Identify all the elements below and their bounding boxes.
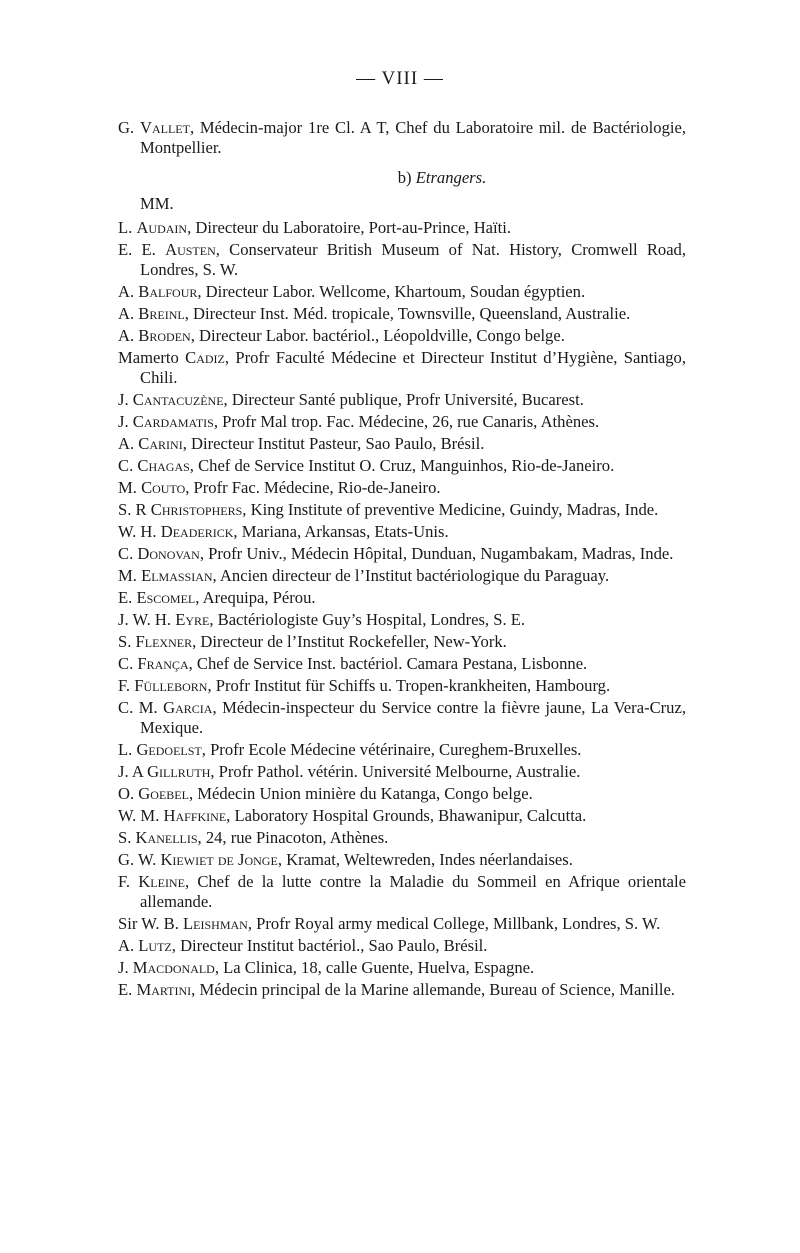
entry-name: Kiewiet de Jonge [160,850,278,869]
entry-initials: J. [118,390,129,409]
list-entry [118,784,686,804]
entry-initials: G. [118,118,135,137]
entry-initials: C. M. [118,698,158,717]
entry-initials: W. H. [118,522,157,541]
list-entry [118,828,686,848]
entry-initials: J. [118,412,129,431]
entry-details: , Directeur du Laboratoire, Port-au-Prince, Haïti. [187,218,512,237]
list-entry [118,740,686,760]
entry-initials: W. M. [118,806,160,825]
list-entry [118,478,686,498]
entry-name: Gedoelst [136,740,202,759]
entry-details: , Médecin-major 1re Cl. A T, Chef du Laboratoire mil. de Bactériologie, Montpellier. [140,118,687,157]
list-entry [118,412,686,432]
entry-name: Kanellis [135,828,198,847]
entry-name: Leishman [183,914,248,933]
entry-name: Carini [138,434,183,453]
entry-details: , Ancien directeur de l’Institut bactériologique du Paraguay. [212,566,610,585]
list-entry [118,632,686,652]
entry-name: Flexner [135,632,193,651]
list-entry [118,958,686,978]
entry-details: , Chef de Service Inst. bactériol. Camara Pestana, Lisbonne. [188,654,588,673]
entry-initials: G. W. [118,850,157,869]
entry-name: Breinl [138,304,185,323]
entry-name: Goebel [138,784,189,803]
list-entry [118,282,686,302]
entry-initials: Mamerto [118,348,179,367]
entry-name: Audain [136,218,188,237]
entry-name: Kleine [138,872,185,891]
list-entry [118,240,686,280]
entry-name: Balfour [138,282,198,301]
list-entry [118,850,686,870]
list-entry [118,654,686,674]
entry-name: Garcia [163,698,213,717]
entry-details: , Profr Institut für Schiffs u. Tropen-krankheiten, Hambourg. [207,676,611,695]
entry-details: , Arequipa, Pérou. [195,588,316,607]
list-entry [118,566,686,586]
entry-initials: S. [118,632,132,651]
section-marker: b) [397,168,412,187]
entry-name: Eyre [175,610,210,629]
entry-name: Cardamatis [132,412,214,431]
entries-list [118,218,686,1000]
list-entry [118,218,686,238]
entry-initials: A. [118,326,135,345]
entry-initials: C. [118,456,134,475]
entry-details: , Profr Fac. Médecine, Rio-de-Janeiro. [185,478,441,497]
entry-name: Lutz [138,936,172,955]
entry-details: , Kramat, Weltewreden, Indes néerlandaises. [277,850,573,869]
entry-details: , Directeur de l’Institut Rockefeller, New-York. [192,632,507,651]
entry-details: , King Institute of preventive Medicine, Guindy, Madras, Inde. [242,500,659,519]
member-list [118,118,686,1000]
section-heading [118,168,686,188]
entry-initials: F. [118,872,131,891]
entry-name: Elmassian [141,566,213,585]
entry-details: , La Clinica, 18, calle Guente, Huelva, Espagne. [214,958,535,977]
entry-initials: J. W. H. [118,610,172,629]
list-entry [118,456,686,476]
entry-name: Austen [165,240,216,259]
entry-initials: C. [118,544,134,563]
entry-initials: E. E. [118,240,156,259]
entry-details: , Médecin Union minière du Katanga, Congo belge. [188,784,533,803]
entry-initials: Sir W. B. [118,914,179,933]
entry-name: Christophers [150,500,243,519]
section-title: Etrangers. [415,168,487,187]
entry-details: , Médecin-inspecteur du Service contre la fièvre jaune, La Vera-Cruz, Mexique. [140,698,686,737]
entry-initials: L. [118,218,133,237]
entry-details: , 24, rue Pinacoton, Athènes. [197,828,389,847]
entry-name: Broden [138,326,191,345]
list-entry [118,500,686,520]
page-number: — VIII — [356,68,444,89]
entry-details: , Directeur Santé publique, Profr Université, Bucarest. [223,390,584,409]
entry-details: , Profr Royal army medical College, Millbank, Londres, S. W. [247,914,661,933]
entry-initials: E. [118,588,133,607]
list-entry [118,522,686,542]
entry-initials: A. [118,434,135,453]
entry-name: Escomel [136,588,196,607]
entry-details: , Mariana, Arkansas, Etats-Unis. [233,522,449,541]
entry-name: Cantacuzène [132,390,224,409]
entry-details: , Directeur Labor. bactériol., Léopoldville, Congo belge. [190,326,565,345]
entry-initials: O. [118,784,135,803]
entry-details: , Profr Pathol. vétérin. Université Melbourne, Australie. [210,762,581,781]
entry-details: , Laboratory Hospital Grounds, Bhawanipur, Calcutta. [226,806,587,825]
list-entry [118,544,686,564]
entry-details: , Conservateur British Museum of Nat. History, Cromwell Road, Londres, S. W. [140,240,686,279]
entry-initials: J. [118,958,129,977]
list-entry [118,806,686,826]
entry-name: Couto [141,478,186,497]
entry-initials: E. [118,980,133,999]
list-entry [118,118,686,158]
entry-initials: L. [118,740,133,759]
entry-name: Martini [136,980,192,999]
entry-name: Cadiz [185,348,225,367]
salutation: MM. [140,194,174,213]
list-entry [118,610,686,630]
entry-details: , Bactériologiste Guy’s Hospital, Londres, S. E. [209,610,526,629]
entry-initials: A. [118,304,135,323]
entry-details: , Profr Faculté Médecine et Directeur Institut d’Hygiène, Santiago, Chili. [140,348,686,387]
entry-initials: M. [118,478,137,497]
entry-details: , Directeur Institut Pasteur, Sao Paulo, Brésil. [182,434,485,453]
entry-details: , Directeur Inst. Méd. tropicale, Townsville, Queensland, Australie. [184,304,631,323]
entry-name: França [137,654,189,673]
entry-initials: A. [118,936,135,955]
list-entry [118,588,686,608]
list-entry [118,326,686,346]
entry-details: , Chef de la lutte contre la Maladie du Sommeil en Afrique orientale allemande. [140,872,686,911]
list-entry [118,936,686,956]
entry-name: Fülleborn [134,676,208,695]
list-entry [118,698,686,738]
entry-details: , Médecin principal de la Marine allemande, Bureau of Science, Manille. [191,980,675,999]
list-entry [118,390,686,410]
entry-name: Donovan [137,544,200,563]
entry-name: Haffkine [163,806,227,825]
entry-name: Macdonald [132,958,215,977]
entry-initials: S. R [118,500,147,519]
entry-name: Chagas [137,456,190,475]
list-entry [118,872,686,912]
entry-details: , Chef de Service Institut O. Cruz, Manguinhos, Rio-de-Janeiro. [189,456,615,475]
entry-name: Deaderick [160,522,234,541]
entry-details: , Directeur Labor. Wellcome, Khartoum, Soudan égyptien. [197,282,586,301]
list-entry [118,762,686,782]
entry-details: , Profr Ecole Médecine vétérinaire, Cureghem-Bruxelles. [201,740,582,759]
list-entry [118,348,686,388]
list-entry [118,914,686,934]
list-entry [118,676,686,696]
entry-initials: M. [118,566,137,585]
list-entry [118,980,686,1000]
list-entry [118,304,686,324]
entry-details: , Profr Mal trop. Fac. Médecine, 26, rue Canaris, Athènes. [213,412,600,431]
entry-details: , Directeur Institut bactériol., Sao Paulo, Brésil. [171,936,488,955]
entry-initials: J. A [118,762,143,781]
list-entry [118,434,686,454]
entry-name: Vallet [139,118,190,137]
entry-initials: F. [118,676,131,695]
entry-details: , Profr Univ., Médecin Hôpital, Dunduan, Nugambakam, Madras, Inde. [199,544,674,563]
entry-initials: S. [118,828,132,847]
entry-initials: C. [118,654,134,673]
entry-name: Gillruth [147,762,211,781]
entry-initials: A. [118,282,135,301]
